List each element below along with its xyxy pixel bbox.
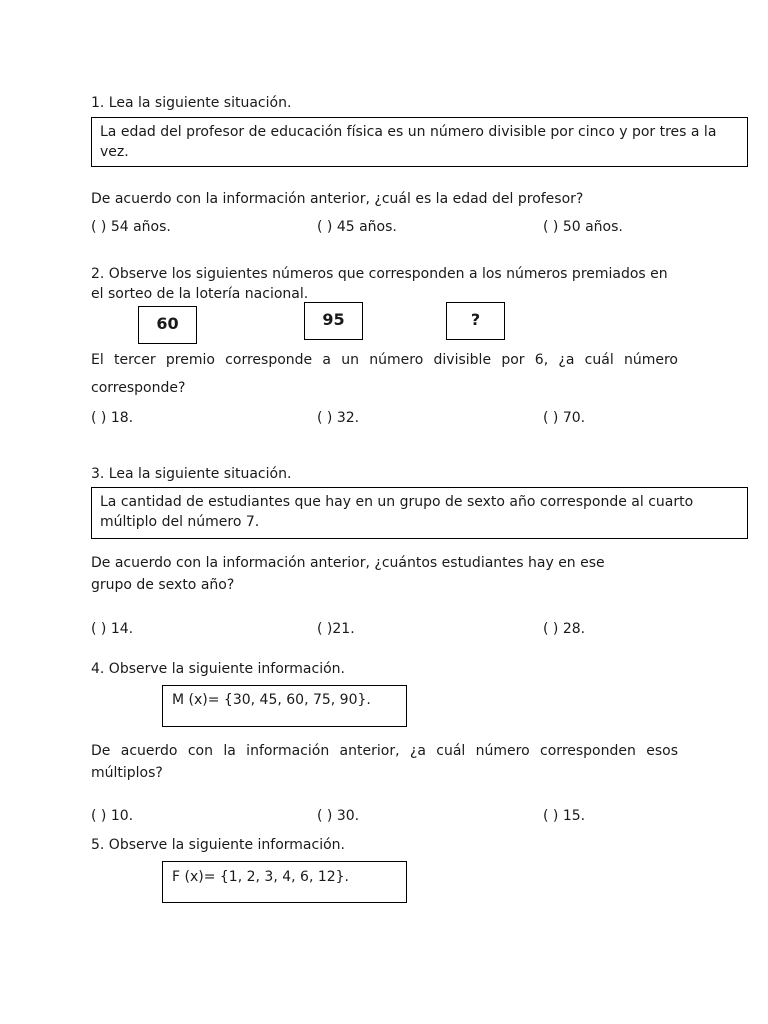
- q5-info-box: [162, 861, 407, 903]
- q5-info-text: F (x)= {1, 2, 3, 4, 6, 12}.: [172, 869, 350, 885]
- q3-question-line2: grupo de sexto año?: [91, 577, 235, 593]
- q2-question-line1: El tercer premio corresponde a un número divisible por 6, ¿a cuál número: [91, 352, 678, 368]
- q1-title: 1. Lea la siguiente situación.: [91, 95, 292, 111]
- q4-question-line1: De acuerdo con la información anterior, ¿a cuál número corresponden esos: [91, 743, 678, 759]
- q2-title-line2: el sorteo de la lotería nacional.: [91, 286, 309, 302]
- q4-option-a[interactable]: ( ) 10.: [91, 808, 134, 824]
- q1-option-a[interactable]: ( ) 54 años.: [91, 219, 171, 235]
- q3-option-b[interactable]: ( )21.: [317, 621, 355, 637]
- q1-situation-text: La edad del profesor de educación física es un número divisible por cinco y por tres a la vez.: [100, 124, 717, 160]
- q3-situation-text: La cantidad de estudiantes que hay en un grupo de sexto año corresponde al cuarto múltiplo del número 7.: [100, 494, 694, 530]
- q4-question-line2: múltiplos?: [91, 765, 163, 781]
- q2-option-b[interactable]: ( ) 32.: [317, 410, 360, 426]
- q2-title-line1: 2. Observe los siguientes números que corresponden a los números premiados en: [91, 266, 668, 282]
- q3-situation-box: [91, 487, 748, 539]
- q3-question-line1: De acuerdo con la información anterior, ¿cuántos estudiantes hay en ese: [91, 555, 605, 571]
- q1-option-b[interactable]: ( ) 45 años.: [317, 219, 397, 235]
- q4-title: 4. Observe la siguiente información.: [91, 661, 345, 677]
- q4-option-b[interactable]: ( ) 30.: [317, 808, 360, 824]
- q5-title: 5. Observe la siguiente información.: [91, 837, 345, 853]
- q4-info-box: [162, 685, 407, 727]
- q2-option-a[interactable]: ( ) 18.: [91, 410, 134, 426]
- q2-question-line2: corresponde?: [91, 380, 186, 396]
- q2-option-c[interactable]: ( ) 70.: [543, 410, 586, 426]
- q1-option-c[interactable]: ( ) 50 años.: [543, 219, 623, 235]
- q3-option-c[interactable]: ( ) 28.: [543, 621, 586, 637]
- q3-option-a[interactable]: ( ) 14.: [91, 621, 134, 637]
- q2-number-third: ?: [446, 302, 505, 340]
- q1-situation-box: [91, 117, 748, 167]
- q2-number-first: 60: [138, 306, 197, 344]
- q2-number-second: 95: [304, 302, 363, 340]
- q1-question: De acuerdo con la información anterior, ¿cuál es la edad del profesor?: [91, 191, 584, 207]
- q4-info-text: M (x)= {30, 45, 60, 75, 90}.: [172, 692, 371, 708]
- q4-option-c[interactable]: ( ) 15.: [543, 808, 586, 824]
- q3-title: 3. Lea la siguiente situación.: [91, 466, 292, 482]
